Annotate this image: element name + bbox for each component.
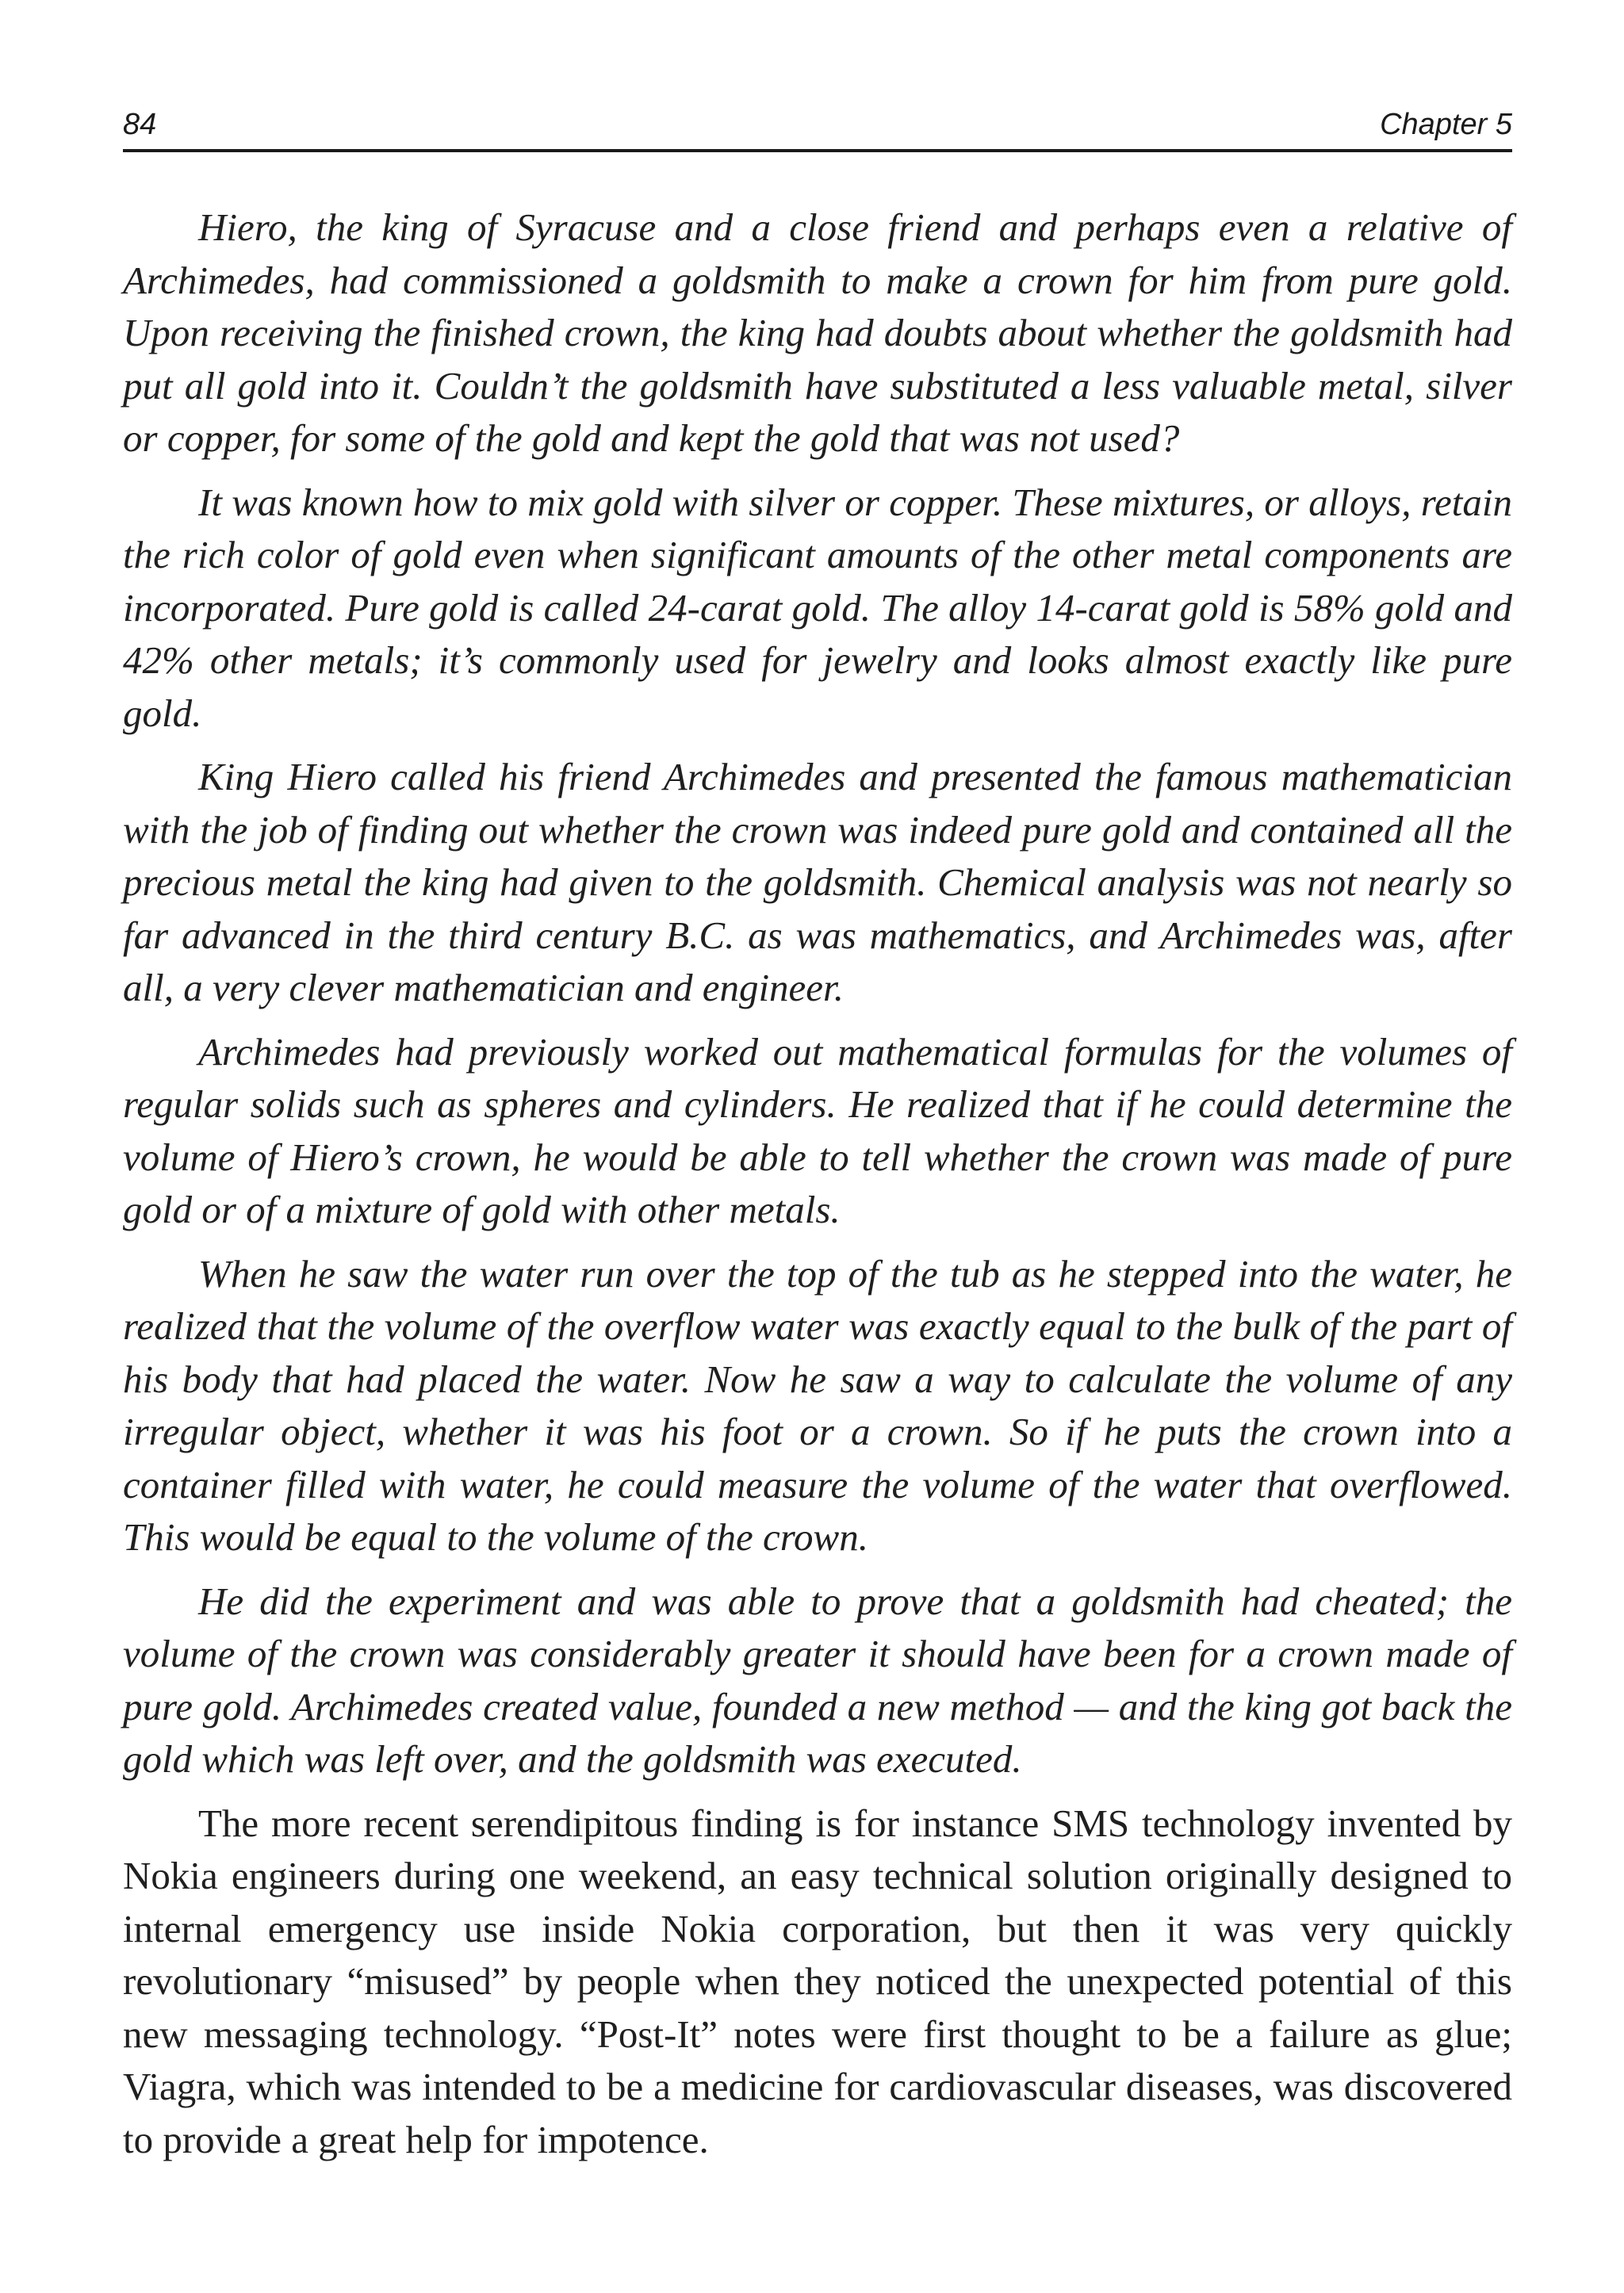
- paragraph-king-asks-archimedes: King Hiero called his friend Archimedes and presented the famous mathematician with the job of finding out whether the crown was indeed pure gold and contained all the precious metal the king had given to the goldsmith. Chemical analysis was not nearly so far advanced in the third century B.C. as was mathematics, and Archimedes was, after all, a very clever mathematician and engineer.: [123, 755, 1512, 1009]
- paragraph-hiero-crown: Hiero, the king of Syracuse and a close friend and perhaps even a relative of Archimedes, had commissioned a goldsmith to make a crown for him from pure gold. Upon receiving the finished crown, the king had doubts about whether the goldsmith had put all gold into it. Couldn’t the goldsmith have substituted a less valuable metal, silver or copper, for some of the gold and kept the gold that was not used?: [123, 205, 1512, 460]
- body-text: [123, 201, 1512, 2177]
- paragraph-volume-formulas: Archimedes had previously worked out mathematical formulas for the volumes of regular solids such as spheres and cylinders. He realized that if he could determine the volume of Hiero’s crown, he would be able to tell whether the crown was made of pure gold or of a mixture of gold with other metals.: [123, 1029, 1512, 1231]
- paragraph-experiment-result: He did the experiment and was able to prove that a goldsmith had cheated; the volume of the crown was considerably greater it should have been for a crown made of pure gold. Archimedes created value, founded a new method — and the king got back the gold which was left over, and the goldsmith was executed.: [123, 1579, 1512, 1781]
- paragraph-overflow-water: When he saw the water run over the top of the tub as he stepped into the water, he realized that the volume of the overflow water was exactly equal to the bulk of the part of his body that had placed the water. Now he saw a way to calculate the volume of any irregular object, whether it was his foot or a crown. So if he puts the crown into a container filled with water, he could measure the volume of the water that overflowed. This would be equal to the volume of the crown.: [123, 1251, 1512, 1559]
- chapter-label: Chapter 5: [1380, 108, 1512, 141]
- paragraph-gold-alloys: It was known how to mix gold with silver or copper. These mixtures, or alloys, retain the rich color of gold even when significant amounts of the other metal components are incorporated. Pure gold is called 24-carat gold. The alloy 14-carat gold is 58% gold and 42% other metals; it’s commonly used for jewelry and looks almost exactly like pure gold.: [123, 480, 1512, 735]
- running-header: [123, 108, 1512, 152]
- page-number: 84: [123, 108, 157, 141]
- paragraph-serendipitous-findings: The more recent serendipitous finding is for instance SMS technology invented by Nokia engineers during one weekend, an easy technical solution originally designed to internal emergency use inside Nokia corporation, but then it was very quickly revolutionary “misused” by people when they noticed the unexpected potential of this new messaging technology. “Post-It” notes were first thought to be a failure as glue; Viagra, which was intended to be a medicine for cardiovascular diseases, was discovered to provide a great help for impotence.: [123, 1801, 1512, 2161]
